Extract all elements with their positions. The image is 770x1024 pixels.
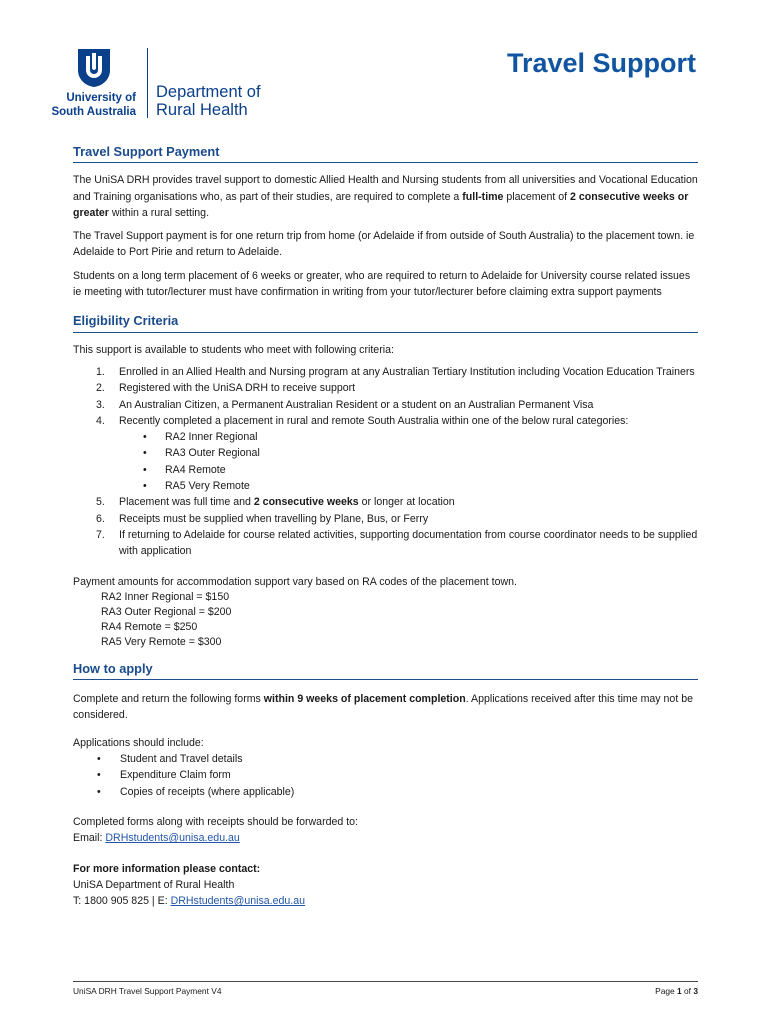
section-heading-how-to-apply: How to apply	[73, 661, 698, 680]
rate-item: RA3 Outer Regional = $200	[101, 605, 232, 618]
list-item: • RA4 Remote	[119, 462, 698, 478]
list-item: • RA2 Inner Regional	[119, 429, 698, 445]
contact-email-link[interactable]: DRHstudents@unisa.edu.au	[170, 895, 306, 908]
list-item: • RA5 Very Remote	[119, 478, 698, 494]
section-heading-eligibility: Eligibility Criteria	[73, 313, 698, 332]
payment-paragraph-2: The Travel Support payment is for one return trip from home (or Adelaide if from outside of South Australia) to the placement town. ie Adelaide to Port Pirie and return to Adelaide.	[73, 230, 695, 259]
logo-divider	[147, 48, 148, 118]
list-item: • Student and Travel details	[73, 751, 698, 767]
list-item: 1. Enrolled in an Allied Health and Nursing program at any Australian Tertiary Institution including Vocation Education Trainers	[96, 365, 695, 378]
forward-text: Completed forms along with receipts should be forwarded to:	[73, 815, 359, 828]
list-item: 6. Receipts must be supplied when travelling by Plane, Bus, or Ferry	[96, 512, 429, 525]
ra-category-list	[119, 429, 698, 494]
document-title: Travel Support	[506, 48, 696, 78]
rate-item: RA4 Remote = $250	[101, 620, 198, 633]
rate-item: RA5 Very Remote = $300	[101, 635, 222, 648]
list-item: 2. Registered with the UniSA DRH to receive support	[96, 382, 356, 395]
eligibility-intro: This support is available to students who meet with following criteria:	[73, 343, 394, 356]
list-item: 5. Placement was full time and 2 consecutive weeks or longer at location	[96, 496, 455, 509]
section-heading-payment: Travel Support Payment	[73, 144, 698, 163]
page-number: Page 1 of 3	[655, 986, 698, 996]
page-footer	[73, 981, 698, 996]
department-name: Department of Rural Health	[156, 83, 261, 119]
contact-phone-line: T: 1800 905 825 | E: DRHstudents@unisa.edu.au	[73, 895, 306, 908]
rate-item: RA2 Inner Regional = $150	[101, 590, 230, 603]
unisa-shield-icon	[77, 48, 111, 88]
contact-organisation: UniSA Department of Rural Health	[73, 878, 235, 891]
list-item: 4. Recently completed a placement in rural and remote South Australia within one of the below rural categories: • RA2 Inner Regional • RA3 Outer Regional • RA4 Remote • RA5 Very Remote	[73, 413, 698, 494]
payment-paragraph-1: The UniSA DRH provides travel support to domestic Allied Health and Nursing students from all universities and Vocational Education and Training organisations who, as part of their studies, are required to complete a full-time placement of 2 consecutive weeks or greater within a rural setting.	[73, 174, 698, 219]
eligibility-list	[73, 364, 698, 560]
list-item: • Copies of receipts (where applicable)	[73, 784, 698, 800]
contact-heading: For more information please contact:	[73, 862, 261, 875]
list-item: 3. An Australian Citizen, a Permanent Australian Resident or a student on an Australian Permanent Visa	[96, 398, 594, 411]
email-link[interactable]: DRHstudents@unisa.edu.au	[105, 832, 240, 845]
rates-list	[73, 590, 698, 650]
list-item: 7. If returning to Adelaide for course related activities, supporting documentation from course coordinator needs to be supplied with application	[96, 528, 698, 558]
footer-document-name: UniSA DRH Travel Support Payment V4	[73, 986, 222, 996]
applications-include-label: Applications should include:	[73, 736, 204, 749]
apply-paragraph: Complete and return the following forms within 9 weeks of placement completion. Applications received after this time may not be considered.	[73, 693, 693, 722]
document-body	[73, 144, 698, 909]
email-line: Email: DRHstudents@unisa.edu.au	[73, 832, 240, 845]
list-item: • Expenditure Claim form	[73, 767, 698, 783]
payment-paragraph-3: Students on a long term placement of 6 weeks or greater, who are required to return to Adelaide for University course related issues ie meeting with tutor/lecturer must have confirmation in writing from your tutor/lecturer before claiming extra support payments	[73, 269, 691, 299]
unisa-logo	[44, 46, 284, 126]
applications-include-list	[73, 751, 698, 800]
list-item: • RA3 Outer Regional	[119, 445, 698, 461]
university-name: University of South Australia	[51, 92, 136, 118]
payment-amounts-intro: Payment amounts for accommodation support vary based on RA codes of the placement town.	[73, 575, 518, 588]
